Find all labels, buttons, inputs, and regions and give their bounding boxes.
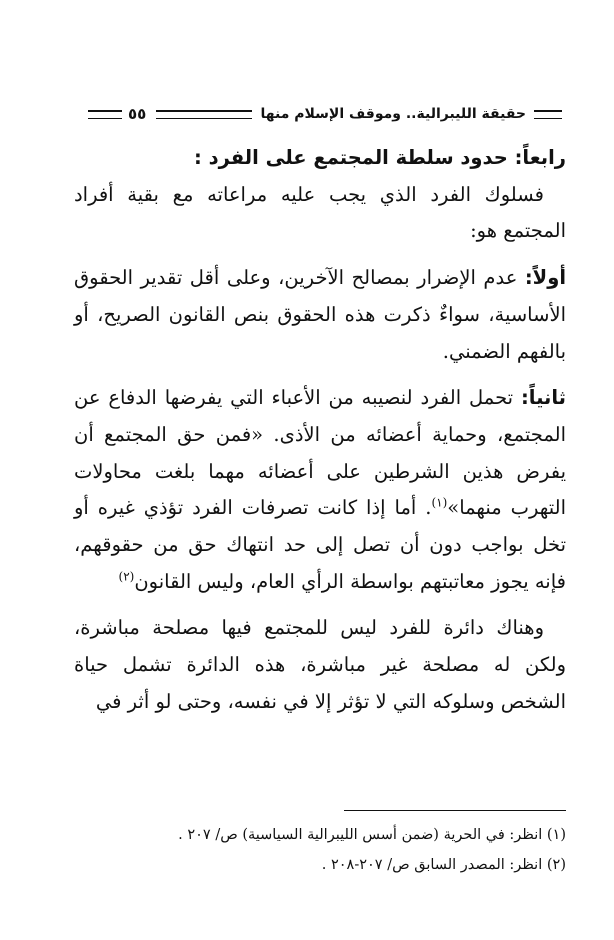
paragraph-4-text: وهناك دائرة للفرد ليس للمجتمع فيها مصلحة مباشرة، ولكن له مصلحة غير مباشرة، هذه الدائرة تشمل حياة الشخص وسلوكه التي لا تؤثر إلا في نفسه، وحتى لو أثر في — [74, 616, 566, 713]
footnote-ref-2[interactable]: (٢) — [118, 569, 135, 584]
footnotes — [74, 820, 566, 880]
paragraph-3-text-a: تحمل الفرد لنصيبه من الأعباء التي يفرضها الدفاع عن المجتمع، وحماية أعضائه من الأذى. «فمن حق المجتمع أن يفرض هذين الشرطين على أعضائه مهما بلغت محاولات التهرب منهما» — [74, 386, 566, 520]
paragraph-2 — [74, 260, 566, 370]
paragraph-3-text-b: . أما إذا كانت تصرفات الفرد تؤذي غيره أو تخل بواجب دون أن تصل إلى حد انتهاك حق من حقوقهم، فإنه يجوز معاتبتهم بواسطة الرأي العام، وليس القانون — [74, 496, 566, 593]
paragraph-2-text: عدم الإضرار بمصالح الآخرين، وعلى أقل تقدير الحقوق الأساسية، سواءٌ ذكرت هذه الحقوق بنص القانون الصريح، أو بالفهم الضمني. — [74, 266, 566, 363]
header-rule-left — [88, 110, 122, 119]
main-text — [74, 140, 566, 721]
footnote-2: (٢) انظر: المصدر السابق ص/ ٢٠٧-٢٠٨ . — [321, 857, 566, 873]
page-number: ٥٥ — [128, 105, 147, 123]
paragraph-1 — [74, 177, 566, 250]
section-heading: رابعاً: حدود سلطة المجتمع على الفرد : — [194, 146, 566, 169]
header-title: حقيقة الليبرالية.. وموقف الإسلام منها — [260, 106, 526, 122]
footnote-ref-1[interactable]: (١) — [431, 495, 448, 510]
running-header — [88, 102, 566, 126]
paragraph-1-text: فسلوك الفرد الذي يجب عليه مراعاته مع بقية أفراد المجتمع هو: — [74, 182, 566, 243]
footnote-1: (١) انظر: في الحرية (ضمن أسس الليبرالية السياسية) ص/ ٢٠٧ . — [178, 827, 566, 843]
paragraph-4 — [74, 610, 566, 720]
paragraph-2-lead: أولاً: — [524, 266, 566, 290]
paragraph-3-lead: ثانياً: — [520, 386, 566, 410]
header-rule-middle — [156, 110, 252, 119]
header-rule-right — [534, 110, 562, 119]
footnote-separator — [344, 810, 566, 811]
paragraph-3 — [74, 380, 566, 600]
